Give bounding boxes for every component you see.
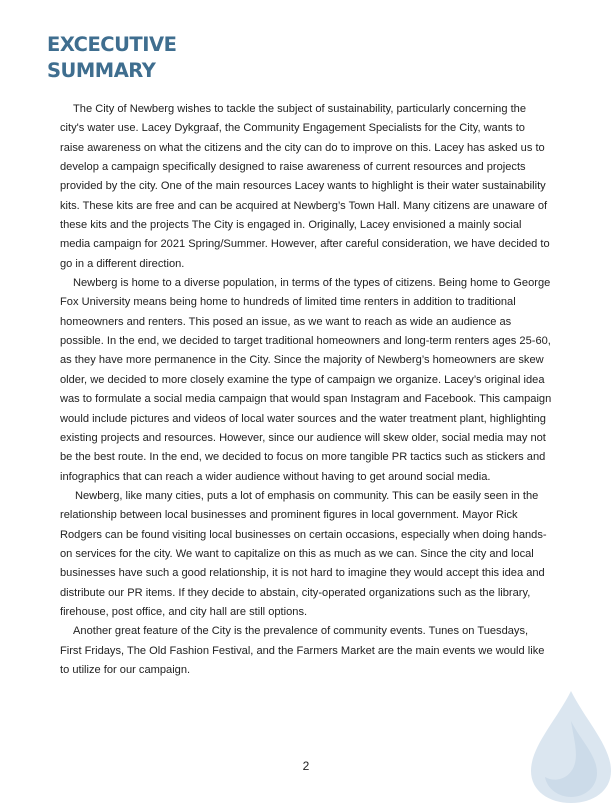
paragraph-4 xyxy=(60,622,552,680)
title-line-2: SUMMARY xyxy=(47,59,156,82)
paragraph-1 xyxy=(60,100,552,274)
water-drop-icon xyxy=(531,691,612,803)
paragraph-3-text: Newberg, like many cities, puts a lot of emphasis on community. This can be easily seen in the relationship between local businesses and prominent figures in local government. Mayor Rick Rodgers can be found visiting local businesses on certain occasions, especially when doing hands-on services for the city. We want to capitalize on this as much as we can. Since the city and local businesses have such a good relationship, it is not hard to imagine they would accept this idea and distribute our PR items. If they decide to abstain, city-operated organizations such as the library, firehouse, post office, and city hall are still options. xyxy=(60,489,547,618)
paragraph-2-text: Newberg is home to a diverse population, in terms of the types of citizens. Being home to George Fox University means being home to hundreds of limited time renters in addition to traditional homeowners and renters. This posed an issue, as we want to reach as wide an audience as possible. In the end, we decided to target traditional homeowners and long-term renters ages 25-60, as they have more permanence in the City. Since the majority of Newberg’s homeowners are skew older, we decided to more closely examine the type of campaign we organize. Lacey’s original idea was to formulate a social media campaign that would span Instagram and Facebook. This campaign would include pictures and videos of local water sources and the water treatment plant, highlighting existing projects and resources. However, since our audience will skew older, social media may not be the best route. In the end, we decided to focus on more tangible PR tactics such as stickers and infographics that can reach a wider audience without having to get around social media. xyxy=(60,277,552,483)
paragraph-3 xyxy=(60,487,552,622)
paragraph-4-text: Another great feature of the City is the prevalence of community events. Tunes on Tuesdays, First Fridays, The Old Fashion Festival, and the Farmers Market are the main events we would like to utilize for our campaign. xyxy=(60,625,545,676)
summary-body xyxy=(60,100,552,680)
paragraph-1-text: The City of Newberg wishes to tackle the subject of sustainability, particularly concerning the city's water use. Lacey Dykgraaf, the Community Engagement Specialists for the City, wants to raise awareness on what the citizens and the city can do to improve on this. Lacey has asked us to develop a campaign specifically designed to raise awareness of current resources and projects provided by the city. One of the main resources Lacey wants to highlight is their water sustainability kits. These kits are free and can be acquired at Newberg’s Town Hall. Many citizens are unaware of these kits and the projects The City is engaged in. Originally, Lacey envisioned a mainly social media campaign for 2021 Spring/Summer. However, after careful consideration, we have decided to go in a different direction. xyxy=(60,103,550,270)
title-line-1: EXCECUTIVE xyxy=(47,33,177,56)
page-title xyxy=(47,32,176,84)
paragraph-2 xyxy=(60,274,552,487)
page-number: 2 xyxy=(302,759,310,773)
